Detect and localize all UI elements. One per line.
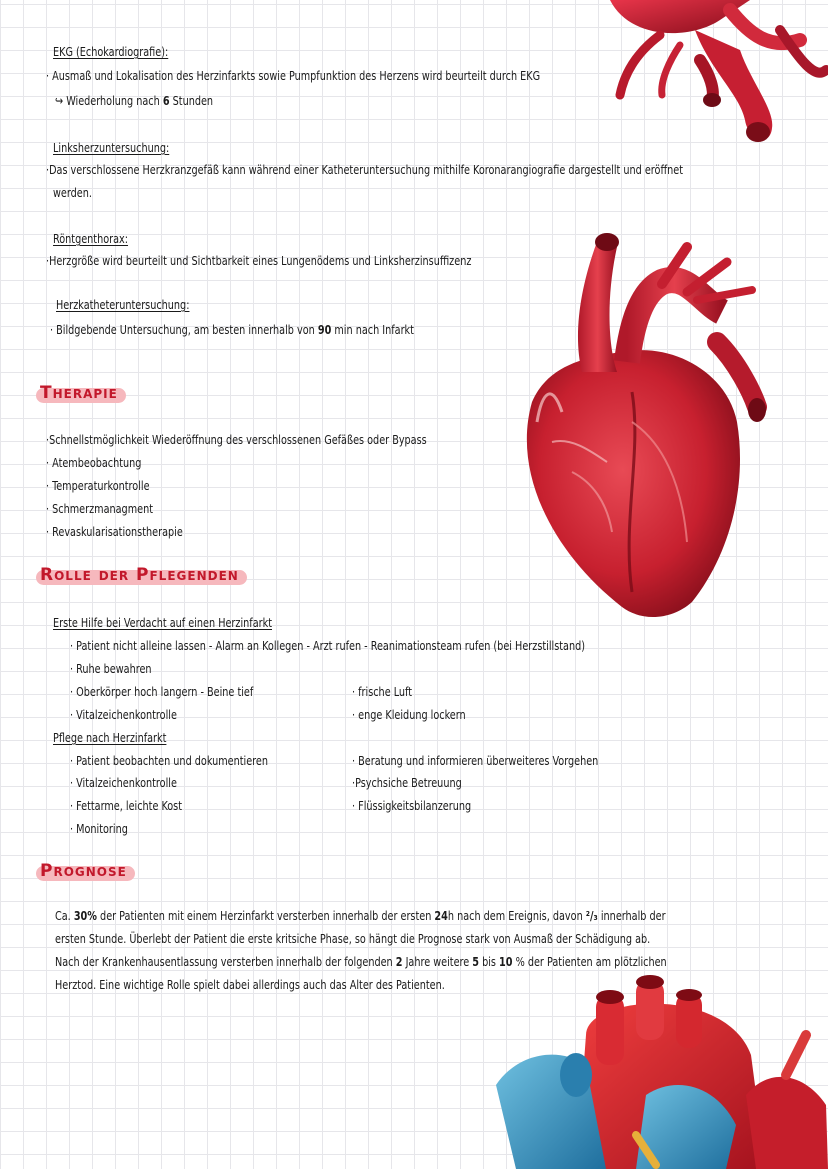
pflege-item: · Fettarme, leichte Kost	[70, 798, 183, 813]
katheter-line: · Bildgebende Untersuchung, am besten innerhalb von 90 min nach Infarkt	[50, 322, 414, 337]
therapie-item: · Atembeobachtung	[46, 455, 142, 470]
katheter-title: Herzkatheteruntersuchung:	[56, 297, 190, 312]
prognose-line-3: Nach der Krankenhausentlassung versterben innerhalb der folgenden 2 Jahre weitere 5 bis 10 % der Patienten am plötzlichen	[55, 954, 667, 969]
erste-hilfe-title: Erste Hilfe bei Verdacht auf einen Herzinfarkt	[53, 615, 273, 630]
erste-hilfe-item: · Vitalzeichenkontrolle	[70, 707, 177, 722]
therapie-item: ·Schnellstmöglichkeit Wiederöffnung des verschlossenen Gefäßes oder Bypass	[46, 432, 427, 447]
links-line-1: ·Das verschlossene Herzkranzgefäß kann während einer Katheteruntersuchung mithilfe Koronarangiografie dargestellt und eröffnet	[46, 162, 683, 177]
arrow-icon: ↪	[55, 93, 64, 108]
pflege-item: · Vitalzeichenkontrolle	[70, 775, 177, 790]
prognose-line-2: ersten Stunde. Überlebt der Patient die erste kritsiche Phase, so hängt die Prognose stark von Ausmaß der Schädigung ab.	[55, 931, 651, 946]
heart-illustration-bottom	[496, 975, 828, 1169]
ekg-title: EKG (Echokardiografie):	[53, 44, 169, 59]
prognose-heading: Prognose	[36, 860, 131, 882]
erste-hilfe-item: · frische Luft	[352, 684, 413, 699]
pflege-item: ·Psychsiche Betreuung	[352, 775, 462, 790]
pflege-item: · Flüssigkeitsbilanzerung	[352, 798, 472, 813]
pflege-item: · Monitoring	[70, 821, 128, 836]
ekg-line: · Ausmaß und Lokalisation des Herzinfarkts sowie Pumpfunktion des Herzens wird beurteilt durch EKG	[46, 68, 541, 83]
pflege-item: · Beratung und informieren überweiteres Vorgehen	[352, 753, 599, 768]
pflege-title: Pflege nach Herzinfarkt	[53, 730, 167, 745]
ekg-followup: ↪ Wiederholung nach 6 Stunden	[55, 93, 214, 108]
erste-hilfe-item: · Oberkörper hoch langern - Beine tief	[70, 684, 254, 699]
therapie-item: · Temperaturkontrolle	[46, 478, 150, 493]
erste-hilfe-main: · Patient nicht alleine lassen - Alarm an Kollegen - Arzt rufen - Reanimationsteam rufen (bei Herzstillstand)	[70, 638, 586, 653]
heart-illustration-middle	[512, 222, 767, 622]
rolle-heading: Rolle der Pflegenden	[36, 564, 243, 586]
prognose-line-4: Herztod. Eine wichtige Rolle spielt dabei allerdings auch das Alter des Patienten.	[55, 977, 445, 992]
therapie-item: · Schmerzmanagment	[46, 501, 154, 516]
roentgen-line: ·Herzgröße wird beurteilt und Sichtbarkeit eines Lungenödems und Linksherzinsuffizenz	[46, 253, 472, 268]
therapie-heading: Therapie	[36, 382, 122, 404]
therapie-item: · Revaskularisationstherapie	[46, 524, 183, 539]
prognose-line-1: Ca. 30% der Patienten mit einem Herzinfarkt versterben innerhalb der ersten 24h nach dem Ereignis, davon ²/₃ innerhalb der	[55, 908, 666, 923]
links-title: Linksherzuntersuchung:	[53, 140, 170, 155]
links-line-2: werden.	[53, 185, 92, 200]
pflege-item: · Patient beobachten und dokumentieren	[70, 753, 269, 768]
erste-hilfe-item: · Ruhe bewahren	[70, 661, 152, 676]
roentgen-title: Röntgenthorax:	[53, 231, 129, 246]
erste-hilfe-item: · enge Kleidung lockern	[352, 707, 466, 722]
heart-illustration-top	[600, 0, 828, 150]
